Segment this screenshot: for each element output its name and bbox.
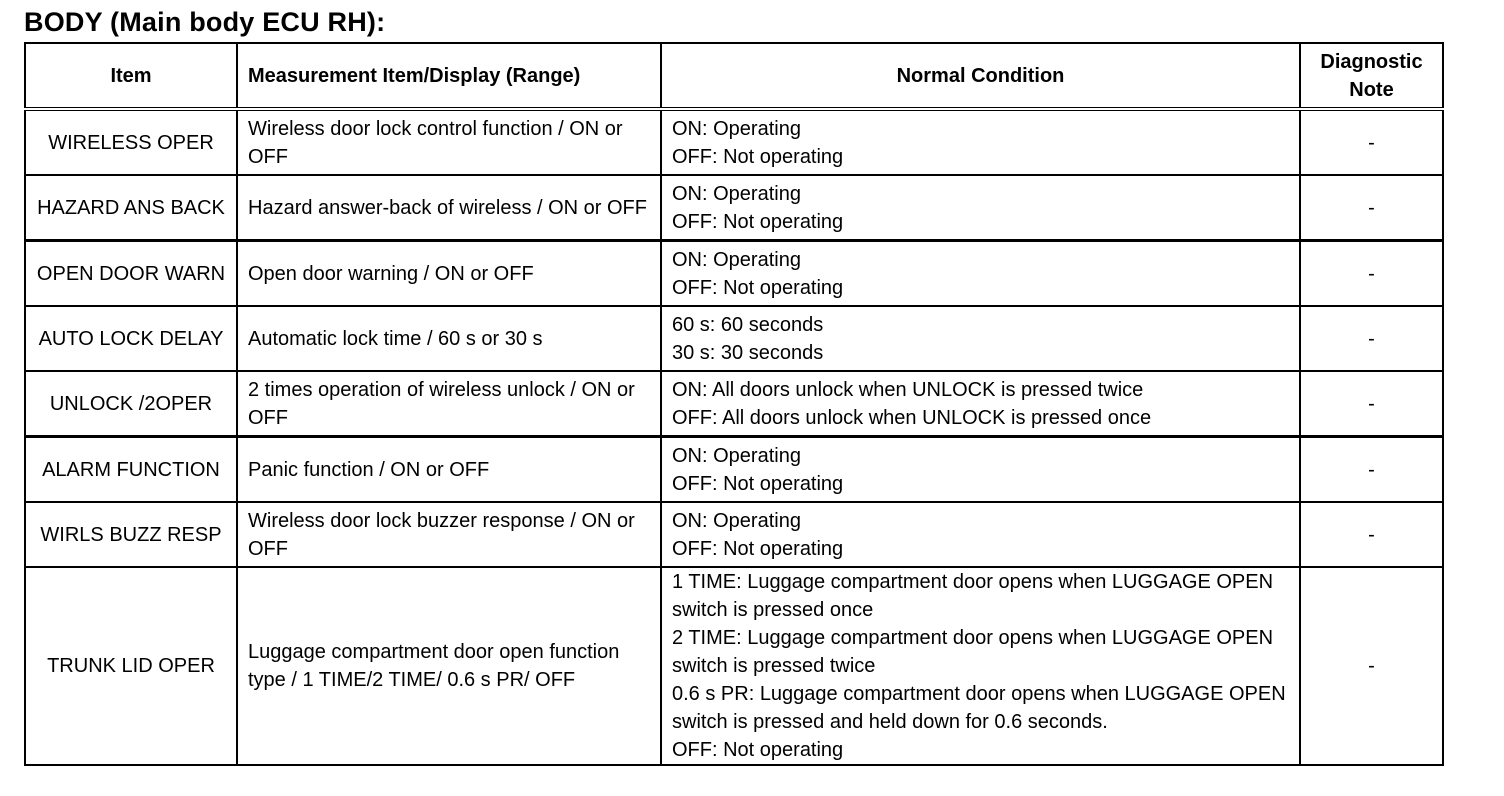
normal-line: 1 TIME: Luggage compartment door opens when LUGGAGE OPEN switch is pressed once bbox=[672, 571, 1274, 621]
cell-measurement: Luggage compartment door open function type / 1 TIME/2 TIME/ 0.6 s PR/ OFF bbox=[237, 567, 661, 765]
header-note-line1: Diagnostic bbox=[1320, 50, 1423, 73]
normal-line: 30 s: 30 seconds bbox=[672, 341, 824, 364]
cell-normal-condition bbox=[661, 175, 1300, 241]
header-note-line2: Note bbox=[1349, 78, 1394, 101]
cell-diagnostic-note: - bbox=[1300, 567, 1443, 765]
cell-item: UNLOCK /2OPER bbox=[25, 371, 237, 437]
table-row bbox=[25, 371, 1443, 437]
cell-normal-condition bbox=[661, 109, 1300, 175]
normal-line: OFF: All doors unlock when UNLOCK is pressed once bbox=[672, 406, 1152, 429]
table-row bbox=[25, 109, 1443, 175]
cell-item: WIRLS BUZZ RESP bbox=[25, 502, 237, 567]
page-title: BODY (Main body ECU RH): bbox=[24, 7, 386, 37]
header-normal-condition: Normal Condition bbox=[661, 43, 1300, 109]
cell-measurement: Wireless door lock control function / ON or OFF bbox=[237, 109, 661, 175]
cell-normal-condition bbox=[661, 371, 1300, 437]
normal-line: 2 TIME: Luggage compartment door opens when LUGGAGE OPEN switch is pressed twice bbox=[672, 627, 1274, 677]
normal-line: OFF: Not operating bbox=[672, 472, 844, 495]
normal-line: ON: All doors unlock when UNLOCK is pressed twice bbox=[672, 378, 1144, 401]
normal-line: ON: Operating bbox=[672, 182, 801, 205]
table-row bbox=[25, 175, 1443, 241]
table-row bbox=[25, 437, 1443, 503]
data-list-table bbox=[24, 42, 1444, 766]
normal-line: 0.6 s PR: Luggage compartment door opens when LUGGAGE OPEN switch is pressed and held down for 0.6 seconds. bbox=[672, 683, 1286, 733]
normal-line: OFF: Not operating bbox=[672, 145, 844, 168]
cell-normal-condition bbox=[661, 306, 1300, 371]
normal-line: OFF: Not operating bbox=[672, 276, 844, 299]
cell-diagnostic-note: - bbox=[1300, 306, 1443, 371]
cell-diagnostic-note: - bbox=[1300, 371, 1443, 437]
cell-item: OPEN DOOR WARN bbox=[25, 241, 237, 307]
cell-measurement: Wireless door lock buzzer response / ON or OFF bbox=[237, 502, 661, 567]
table-row bbox=[25, 502, 1443, 567]
cell-item: WIRELESS OPER bbox=[25, 109, 237, 175]
cell-normal-condition bbox=[661, 567, 1300, 765]
cell-diagnostic-note: - bbox=[1300, 109, 1443, 175]
table-row bbox=[25, 241, 1443, 307]
table-row bbox=[25, 567, 1443, 765]
table-row bbox=[25, 306, 1443, 371]
header-diagnostic-note bbox=[1300, 43, 1443, 109]
normal-line: ON: Operating bbox=[672, 509, 801, 532]
cell-diagnostic-note: - bbox=[1300, 241, 1443, 307]
cell-measurement: Automatic lock time / 60 s or 30 s bbox=[237, 306, 661, 371]
header-item: Item bbox=[25, 43, 237, 109]
header-measurement: Measurement Item/Display (Range) bbox=[237, 43, 661, 109]
cell-normal-condition bbox=[661, 502, 1300, 567]
cell-item: AUTO LOCK DELAY bbox=[25, 306, 237, 371]
cell-item: ALARM FUNCTION bbox=[25, 437, 237, 503]
cell-measurement: Hazard answer-back of wireless / ON or OFF bbox=[237, 175, 661, 241]
normal-line: ON: Operating bbox=[672, 444, 801, 467]
cell-normal-condition bbox=[661, 241, 1300, 307]
normal-line: OFF: Not operating bbox=[672, 537, 844, 560]
cell-normal-condition bbox=[661, 437, 1300, 503]
cell-item: TRUNK LID OPER bbox=[25, 567, 237, 765]
table-header-row bbox=[25, 43, 1443, 109]
cell-diagnostic-note: - bbox=[1300, 175, 1443, 241]
cell-measurement: Open door warning / ON or OFF bbox=[237, 241, 661, 307]
normal-line: ON: Operating bbox=[672, 117, 801, 140]
cell-measurement: 2 times operation of wireless unlock / ON or OFF bbox=[237, 371, 661, 437]
cell-item: HAZARD ANS BACK bbox=[25, 175, 237, 241]
normal-line: OFF: Not operating bbox=[672, 210, 844, 233]
normal-line: ON: Operating bbox=[672, 248, 801, 271]
normal-line: 60 s: 60 seconds bbox=[672, 313, 824, 336]
cell-measurement: Panic function / ON or OFF bbox=[237, 437, 661, 503]
cell-diagnostic-note: - bbox=[1300, 437, 1443, 503]
normal-line: OFF: Not operating bbox=[672, 739, 844, 761]
cell-diagnostic-note: - bbox=[1300, 502, 1443, 567]
